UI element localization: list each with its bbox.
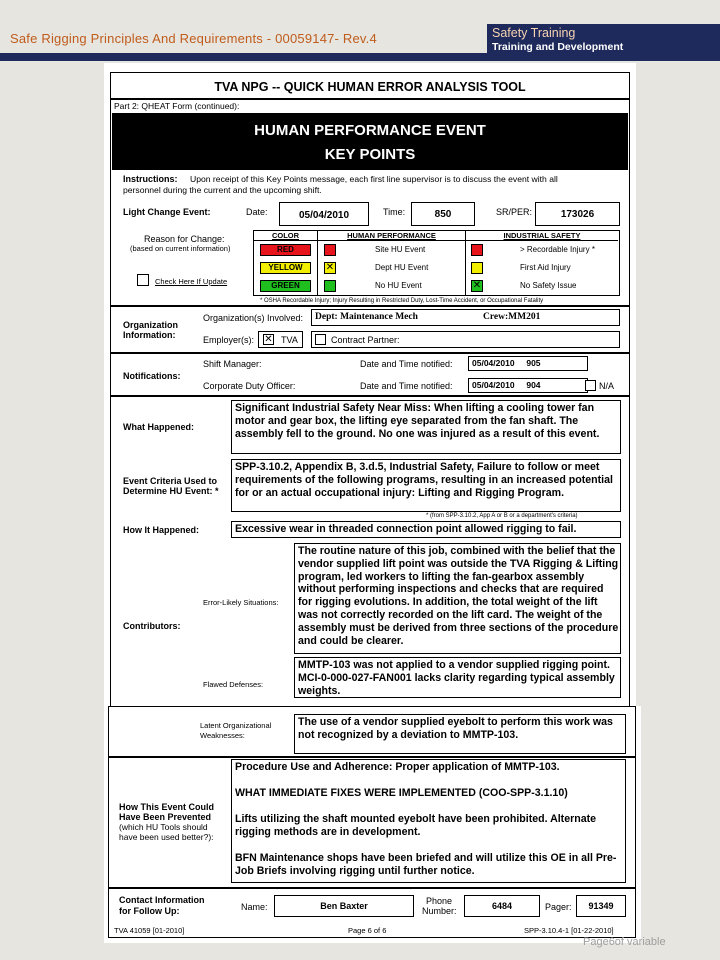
slide-header	[0, 0, 720, 62]
criteria-note: * (from SPP-3.10.2, App A or B or a department's criteria)	[426, 513, 578, 519]
org-label-2: Information:	[123, 330, 176, 340]
divider	[110, 352, 630, 354]
srper-field	[535, 202, 620, 226]
name-label: Name:	[241, 902, 268, 912]
prevent-label-4: have been used better?):	[119, 832, 214, 842]
org-label-1: Organization	[123, 320, 179, 330]
divider	[108, 756, 636, 758]
phone-label-1: Phone	[426, 896, 453, 906]
phone-value: 6484	[491, 901, 513, 911]
tva-label: TVA	[281, 335, 298, 345]
contract-checkbox	[315, 334, 326, 345]
what-happened-box	[231, 400, 621, 454]
divider	[110, 98, 630, 100]
how-text: Excessive wear in threaded connection point allowed rigging to fail.	[235, 523, 577, 535]
prevent-p2: WHAT IMMEDIATE FIXES WERE IMPLEMENTED (COO-SPP-3.1.10)	[235, 787, 568, 799]
brand-box	[487, 24, 720, 59]
brand-subtitle: Training and Development	[492, 41, 624, 53]
latent-label-2: Weaknesses:	[200, 731, 245, 740]
phone-label-2: Number:	[422, 906, 457, 916]
sm-date-time-label: Date and Time notified:	[360, 359, 453, 369]
sm-notified: 05/04/2010 905	[472, 358, 541, 368]
criteria-text: SPP-3.10.2, Appendix B, 3.d.5, Industrial Safety, Failure to follow or meet requirements of the following programs, resulting in an increased potential for or an actual occupational injury: Lifting and Rigging Program.	[235, 461, 613, 499]
safety-label: > Recordable Injury *	[520, 245, 595, 254]
prevent-label-1: How This Event Could	[119, 802, 215, 812]
hu-label: Site HU Event	[375, 245, 426, 254]
criteria-box	[231, 459, 621, 512]
na-label: N/A	[599, 381, 615, 391]
hu-checkbox	[324, 244, 336, 256]
criteria-label-2: Determine HU Event: *	[123, 486, 219, 496]
footer-form-number: TVA 41059 [01-2010]	[114, 926, 185, 935]
date-value: 05/04/2010	[298, 210, 350, 221]
prevent-label-3: (which HU Tools should	[119, 822, 208, 832]
hu-checkbox: ✕	[325, 262, 335, 273]
contributors-label: Contributors:	[123, 621, 181, 631]
notifications-label: Notifications:	[123, 371, 181, 381]
contract-label: Contract Partner:	[331, 335, 400, 345]
safety-checkbox: ✕	[472, 280, 482, 291]
hu-checkbox	[324, 280, 336, 292]
srper-label: SR/PER:	[496, 207, 533, 217]
color-swatch: RED	[260, 244, 311, 256]
safety-label: No Safety Issue	[520, 281, 577, 290]
flawed-defenses-box	[294, 657, 621, 698]
date-label: Date:	[246, 207, 268, 217]
prevent-p3: Lifts utilizing the shaft mounted eyebolt have been prohibited. Alternate rigging methods are in development.	[235, 813, 596, 838]
shift-manager-label: Shift Manager:	[203, 359, 262, 369]
date-field	[279, 202, 369, 226]
footer-spp: SPP-3.10.4-1 [01-22-2010]	[524, 926, 614, 935]
orgs-involved-label: Organization(s) Involved:	[203, 313, 304, 323]
cdo-notified-field	[468, 378, 588, 393]
safety-checkbox	[471, 262, 483, 274]
name-value: Ben Baxter	[320, 901, 368, 911]
prevent-box	[231, 759, 626, 883]
light-change-label: Light Change Event:	[123, 207, 211, 217]
brand-title: Safety Training	[492, 26, 576, 40]
flawed-defenses-text: MMTP-103 was not applied to a vendor supplied rigging point. MCI-0-000-027-FAN001 lacks clarity regarding typical assembly weights.	[298, 659, 615, 697]
srper-value: 173026	[560, 209, 595, 220]
safety-label: First Aid Injury	[520, 263, 571, 272]
time-value: 850	[434, 209, 452, 220]
criteria-label-1: Event Criteria Used to	[123, 476, 218, 486]
prevent-label-2: Have Been Prevented	[119, 812, 212, 822]
instructions-label: Instructions:	[123, 174, 178, 184]
prevent-p1: Procedure Use and Adherence: Proper application of MMTP-103.	[235, 761, 560, 773]
error-likely-box	[294, 543, 621, 654]
how-box	[231, 521, 621, 538]
name-field	[274, 895, 414, 917]
update-checkbox	[137, 274, 149, 286]
col-human: HUMAN PERFORMANCE	[347, 231, 436, 240]
tva-option	[258, 331, 303, 348]
divider	[108, 887, 636, 889]
time-label: Time:	[383, 207, 406, 217]
banner-line-1: HUMAN PERFORMANCE EVENT	[254, 122, 486, 139]
error-likely-label: Error-Likely Situations:	[203, 598, 279, 607]
hu-label: No HU Event	[375, 281, 422, 290]
col-divider	[317, 231, 318, 295]
cdo-date-time-label: Date and Time notified:	[360, 381, 453, 391]
flawed-defenses-label: Flawed Defenses:	[203, 680, 264, 689]
contact-label-2: for Follow Up:	[119, 906, 180, 916]
pager-value: 91349	[588, 901, 614, 911]
check-update-label: Check Here If Update	[155, 277, 228, 286]
cdo-notified: 05/04/2010 904	[472, 380, 541, 390]
footer-page: Page 6 of 6	[348, 926, 387, 935]
reason-sub: (based on current information)	[130, 244, 231, 253]
time-field	[411, 202, 475, 226]
prevent-p4: BFN Maintenance shops have been briefed and will utilize this OE in all Pre-Job Briefs involving rigging until further notice.	[235, 852, 617, 877]
instructions-line-1: Upon receipt of this Key Points message, each first line supervisor is to discuss the event with all	[190, 174, 558, 184]
instructions-line-2: personnel during the current and the upcoming shift.	[123, 185, 322, 195]
latent-box	[294, 714, 626, 754]
tool-title: TVA NPG -- QUICK HUMAN ERROR ANALYSIS TOOL	[214, 80, 526, 94]
phone-field	[464, 895, 540, 917]
pager-field	[576, 895, 626, 917]
col-divider	[465, 231, 466, 295]
reason-label: Reason for Change:	[144, 234, 225, 244]
contract-option	[311, 331, 620, 348]
safety-checkbox	[471, 244, 483, 256]
na-checkbox	[585, 380, 596, 391]
sm-notified-field	[468, 356, 588, 371]
color-swatch: YELLOW	[260, 262, 311, 274]
latent-label-1: Latent Organizational	[200, 721, 272, 730]
col-industrial: INDUSTRIAL SAFETY	[503, 231, 581, 240]
pager-label: Pager:	[545, 902, 572, 912]
deck-title: Safe Rigging Principles And Requirements - 00059147- Rev.4	[10, 31, 377, 46]
color-swatch: GREEN	[260, 280, 311, 292]
cdo-label: Corporate Duty Officer:	[203, 381, 296, 391]
divider	[110, 395, 630, 397]
tva-checkbox: ✕	[264, 333, 273, 345]
what-happened-text: Significant Industrial Safety Near Miss: When lifting a cooling tower fan motor and gear box, the lifting eye separated from the fan shaft. The assembly fell to the ground. No one was injured as a result of this event.	[235, 402, 600, 440]
what-happened-label: What Happened:	[123, 422, 194, 432]
banner-line-2: KEY POINTS	[324, 146, 416, 163]
employers-label: Employer(s):	[203, 335, 255, 345]
how-label: How It Happened:	[123, 525, 199, 535]
scanned-form-bottom	[104, 706, 641, 943]
color-table	[253, 230, 620, 296]
divider	[110, 305, 630, 307]
scanned-form-top	[104, 63, 636, 706]
dept-value: Dept: Maintenance Mech	[315, 312, 418, 322]
error-likely-text: The routine nature of this job, combined with the belief that the vendor supplied lift point was outside the TVA Rigging & Lifting program, led workers to lifting the fan-gearbox assembly without performing inspections and checks that are required for rigging evolutions. In addition, the total weight of the lift was not correctly recorded on the lift card. The weight of the assembly must be derived from three sections of the procedure and could be clearer.	[298, 545, 619, 647]
org-field	[311, 309, 620, 326]
osha-note: * OSHA Recordable Injury; Injury Resulting in Restricted Duty, Lost-Time Accident, or Occupational Fatality	[260, 298, 544, 304]
col-color: COLOR	[271, 231, 300, 240]
crew-value: Crew:MM201	[483, 312, 541, 322]
banner	[112, 113, 628, 170]
contact-label-1: Contact Information	[119, 895, 205, 905]
hu-label: Dept HU Event	[375, 263, 429, 272]
slide-page-number: Page6of variable	[583, 936, 666, 948]
latent-text: The use of a vendor supplied eyebolt to perform this work was not recognized by a deviation to MMTP-103.	[298, 716, 613, 741]
part-label: Part 2: QHEAT Form (continued):	[114, 101, 240, 111]
